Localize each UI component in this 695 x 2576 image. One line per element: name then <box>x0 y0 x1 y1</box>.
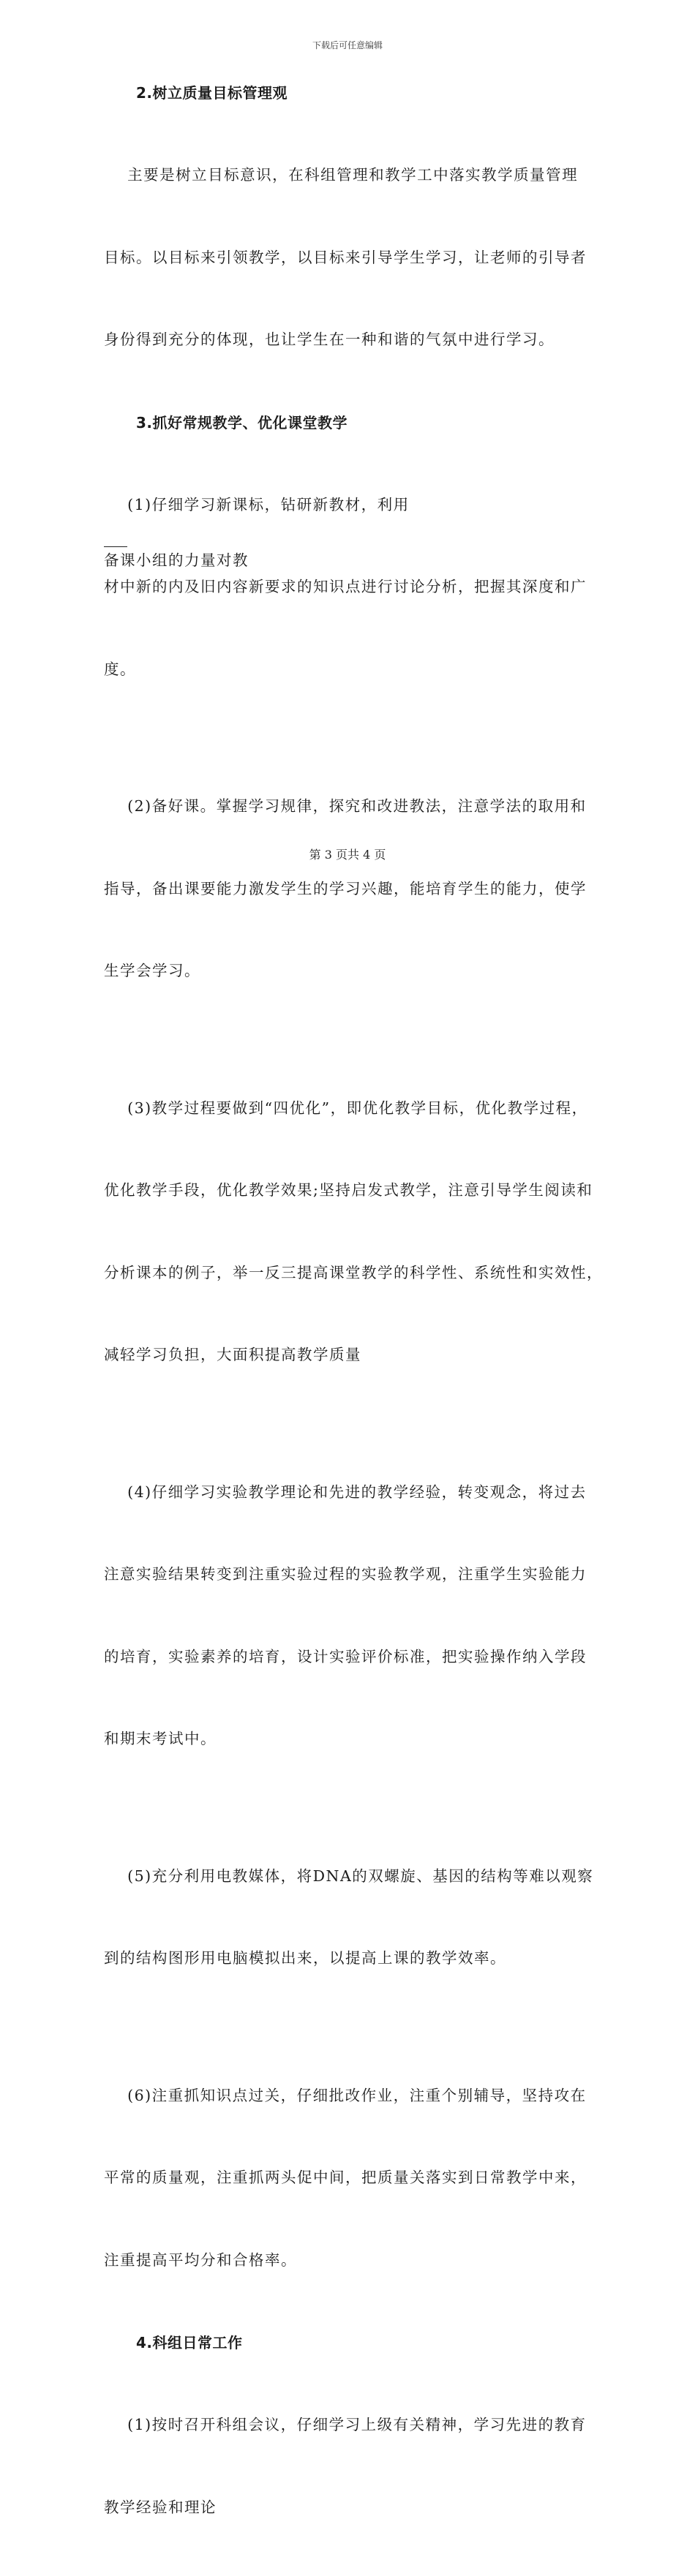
paragraph <box>104 738 598 1040</box>
document-body <box>104 79 603 2576</box>
text-line: (6)注重抓知识点过关，仔细批改作业，注重个别辅导，坚持攻在 <box>104 2086 587 2104</box>
section-heading: 3.抓好常规教学、优化课堂教学 <box>136 413 348 432</box>
text-line: 指导，备出课要能力激发学生的学习兴趣，能培育学生的能力，使学 <box>104 879 587 897</box>
paragraph <box>104 2357 598 2576</box>
text-line: (2)备好课。掌握学习规律，探究和改进教法，注意学法的取用和 <box>104 797 587 815</box>
fill-in-blank <box>104 519 127 547</box>
text-line: (4)仔细学习实验教学理论和先进的教学经验，转变观念，将过去 <box>104 1483 587 1501</box>
text-line: 到的结构图形用电脑模拟出来，以提高上课的教学效率。 <box>104 1949 506 1967</box>
text-line: 和期末考试中。 <box>104 1730 217 1747</box>
text-line: 教学经验和理论 <box>104 2498 217 2516</box>
text-line: 分析课本的例子，举一反三提高课堂教学的科学性、系统性和实效性， <box>104 1263 603 1281</box>
text-line: 主要是树立目标意识，在科组管理和教学工中落实教学质量管理 <box>104 166 579 184</box>
text-line: 身份得到充分的体现，也让学生在一种和谐的气氛中进行学习。 <box>104 331 555 348</box>
paragraph <box>104 1808 598 2027</box>
paragraph <box>104 107 598 409</box>
text-line: 减轻学习负担，大面积提高教学质量 <box>104 1346 361 1363</box>
text-segment: 备课小组的力量对教 <box>104 551 249 569</box>
text-line: 材中新的内及旧内容新要求的知识点进行讨论分析，把握其深度和广 <box>104 578 587 595</box>
paragraph <box>104 1040 603 1424</box>
text-line <box>104 492 598 569</box>
text-line: 生学会学习。 <box>104 962 200 979</box>
header-note: 下载后可任意编辑 <box>312 40 383 50</box>
paragraph <box>104 1424 598 1808</box>
paragraph <box>104 437 598 739</box>
text-line: 优化教学手段，优化教学效果;坚持启发式教学，注意引导学生阅读和 <box>104 1181 593 1199</box>
paragraph <box>104 2027 598 2330</box>
text-line: 平常的质量观，注重抓两头促中间，把质量关落实到日常教学中来， <box>104 2169 587 2186</box>
section-heading: 4.科组日常工作 <box>136 2334 243 2351</box>
text-line: (3)教学过程要做到“四优化”，即优化教学目标，优化教学过程， <box>104 1099 588 1117</box>
text-line: 度。 <box>104 660 136 678</box>
text-line: 注重提高平均分和合格率。 <box>104 2251 297 2269</box>
text-segment: (1)仔细学习新课标，钻研新教材，利用 <box>104 495 410 513</box>
text-line: (1)按时召开科组会议，仔细学习上级有关精神，学习先进的教育 <box>104 2416 587 2433</box>
text-line: 注意实验结果转变到注重实验过程的实验教学观，注重学生实验能力 <box>104 1565 587 1583</box>
section-heading: 2.树立质量目标管理观 <box>136 84 288 102</box>
text-line: (5)充分利用电教媒体，将DNA的双螺旋、基因的结构等难以观察 <box>104 1867 594 1885</box>
page-footer: 第 3 页共 4 页 <box>309 848 386 862</box>
text-line: 的培育，实验素养的培育，设计实验评价标准，把实验操作纳入学段 <box>104 1647 587 1665</box>
text-line: 目标。以目标来引领教学，以目标来引导学生学习，让老师的引导者 <box>104 248 587 266</box>
